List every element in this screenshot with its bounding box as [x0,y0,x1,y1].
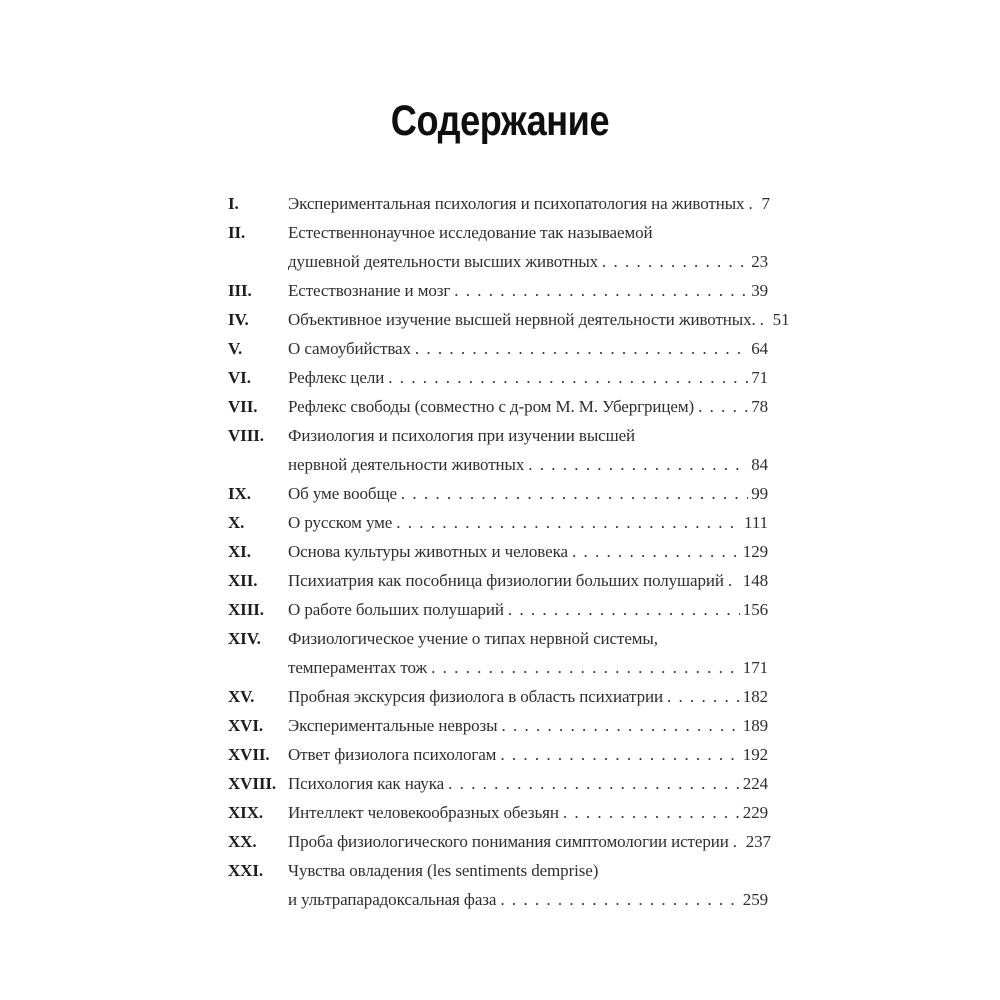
entry-numeral: XVI. [228,716,264,736]
entry-lines [288,189,768,218]
entry-numeral: X. [228,513,245,533]
entry-lines [288,421,768,479]
entry-line [288,711,768,740]
dot-leader [500,885,739,914]
dot-leader [572,537,740,566]
entry-numeral: I. [228,194,239,214]
entry-title-text: Психиатрия как пособница физиологии больших полушарий [288,571,724,591]
entry-numeral: XIV. [228,629,261,649]
entry-numeral: XIX. [228,803,264,823]
entry-title-text: душевной деятельности высших животных [288,252,599,272]
toc-entry [228,392,768,421]
entry-page-number: 39 [751,281,768,301]
entry-line [288,740,768,769]
entry-line [288,827,771,856]
entry-lines [288,827,771,856]
entry-page-number: 99 [751,484,768,504]
toc-entry [228,711,768,740]
entry-lines [288,856,768,914]
entry-line [288,450,768,479]
entry-title-text: Чувства овладения (les sentiments demprise) [288,861,599,881]
entry-lines [288,624,768,682]
entry-page-number: 7 [761,194,770,214]
entry-title-text: Интеллект человекообразных обезьян [288,803,559,823]
entry-numeral: IX. [228,484,251,504]
entry-line [288,189,768,218]
entry-numeral: VI. [228,368,251,388]
entry-line [288,653,768,682]
entry-lines [288,334,768,363]
entry-lines [288,740,768,769]
entry-line [288,218,768,247]
entry-page-number: 51 [772,310,790,330]
entry-numeral: VIII. [228,426,264,446]
entry-title-text: Естественнонаучное исследование так называемой [288,223,653,243]
entry-numeral: XI. [228,542,251,562]
dot-leader [500,740,739,769]
entry-title-text: Объективное изучение высшей нервной деятельности животных. [288,310,756,330]
entry-title-text: нервной деятельности животных [288,455,525,475]
entry-page-number: 237 [745,832,771,852]
entry-line [288,508,768,537]
dot-leader [388,363,748,392]
entry-page-number: 148 [742,571,768,591]
entry-line [288,769,768,798]
entry-line [288,566,768,595]
entry-lines [288,305,790,334]
entry-numeral: XVII. [228,745,270,765]
entry-lines [288,595,768,624]
entry-lines [288,392,768,421]
entry-title-text: темпераментах тож [288,658,428,678]
toc-entry [228,595,768,624]
dot-leader [728,566,740,595]
dot-leader [415,334,748,363]
entry-line [288,798,768,827]
dot-leader [401,479,748,508]
toc-entry [228,769,768,798]
entry-page-number: 224 [742,774,768,794]
entry-numeral: XXI. [228,861,264,881]
entry-page-number: 71 [751,368,768,388]
entry-line [288,479,768,508]
entry-lines [288,798,768,827]
dot-leader [760,305,770,334]
entry-title-text: Экспериментальные неврозы [288,716,498,736]
entry-line [288,363,768,392]
entry-title-text: Психология как наука [288,774,445,794]
entry-numeral: VII. [228,397,258,417]
entry-title-text: Проба физиологического понимания симптомологии истерии [288,832,729,852]
dot-leader [698,392,748,421]
entry-title-text: Ответ физиолога психологам [288,745,497,765]
toc-entry [228,421,768,479]
toc-entry [228,218,768,276]
entry-numeral: IV. [228,310,249,330]
entry-title-text: О самоубийствах [288,339,411,359]
entry-numeral: III. [228,281,252,301]
entry-line [288,276,768,305]
dot-leader [454,276,748,305]
toc-entry [228,334,768,363]
entry-lines [288,537,768,566]
entry-line [288,537,768,566]
entry-page-number: 189 [742,716,768,736]
entry-line [288,595,768,624]
entry-title-text: О русском уме [288,513,393,533]
entry-title-text: Физиологическое учение о типах нервной системы, [288,629,658,649]
entry-numeral: XII. [228,571,258,591]
toc-entry [228,856,768,914]
entry-line [288,247,768,276]
entry-line [288,624,768,653]
toc-entry [228,624,768,682]
entry-lines [288,479,768,508]
entry-lines [288,769,768,798]
dot-leader [431,653,740,682]
entry-lines [288,276,768,305]
toc-entry [228,189,768,218]
toc-entry [228,798,768,827]
toc-entry [228,740,768,769]
entry-page-number: 182 [742,687,768,707]
dot-leader [396,508,741,537]
entry-page-number: 229 [742,803,768,823]
dot-leader [528,450,748,479]
entry-title-text: Рефлекс свободы (совместно с д-ром М. М. Убергрицем) [288,397,695,417]
toc-entry [228,479,768,508]
dot-leader [563,798,740,827]
entry-title-text: Об уме вообще [288,484,397,504]
entry-page-number: 64 [751,339,768,359]
entry-line [288,421,768,450]
entry-numeral: II. [228,223,246,243]
entry-title-text: Рефлекс цели [288,368,385,388]
entry-page-number: 171 [742,658,768,678]
entry-title-text: Экспериментальная психология и психопатология на животных [288,194,745,214]
entry-page-number: 23 [751,252,768,272]
page-title: Содержание [390,97,610,145]
entry-title-text: и ультрапарадоксальная фаза [288,890,497,910]
toc-list [228,189,790,914]
page-title-wrap [0,98,1000,145]
dot-leader [748,189,758,218]
entry-lines [288,508,768,537]
toc-entry [228,827,771,856]
toc-entry [228,363,768,392]
entry-numeral: XIII. [228,600,264,620]
entry-numeral: XV. [228,687,255,707]
entry-page-number: 129 [742,542,768,562]
entry-line [288,305,790,334]
entry-line [288,334,768,363]
toc-entry [228,508,768,537]
entry-page-number: 111 [744,513,768,533]
entry-title-text: Основа культуры животных и человека [288,542,568,562]
dot-leader [602,247,748,276]
dot-leader [667,682,740,711]
entry-lines [288,682,768,711]
toc-entry [228,537,768,566]
entry-numeral: V. [228,339,243,359]
entry-title-text: Физиология и психология при изучении высшей [288,426,636,446]
entry-lines [288,363,768,392]
entry-title-text: О работе больших полушарий [288,600,504,620]
entry-page-number: 156 [742,600,768,620]
entry-title-text: Пробная экскурсия физиолога в область психиатрии [288,687,663,707]
entry-line [288,682,768,711]
entry-page-number: 78 [751,397,768,417]
toc-entry [228,276,768,305]
entry-lines [288,711,768,740]
toc-entry [228,305,790,334]
entry-line [288,392,768,421]
entry-line [288,885,768,914]
entry-numeral: XX. [228,832,257,852]
toc-entry [228,566,768,595]
dot-leader [501,711,739,740]
dot-leader [733,827,743,856]
entry-title-text: Естествознание и мозг [288,281,451,301]
entry-lines [288,218,768,276]
entry-lines [288,566,768,595]
entry-line [288,856,768,885]
entry-page-number: 259 [742,890,768,910]
entry-numeral: XVIII. [228,774,277,794]
toc-entry [228,682,768,711]
dot-leader [448,769,740,798]
dot-leader [508,595,740,624]
entry-page-number: 84 [751,455,768,475]
entry-page-number: 192 [742,745,768,765]
